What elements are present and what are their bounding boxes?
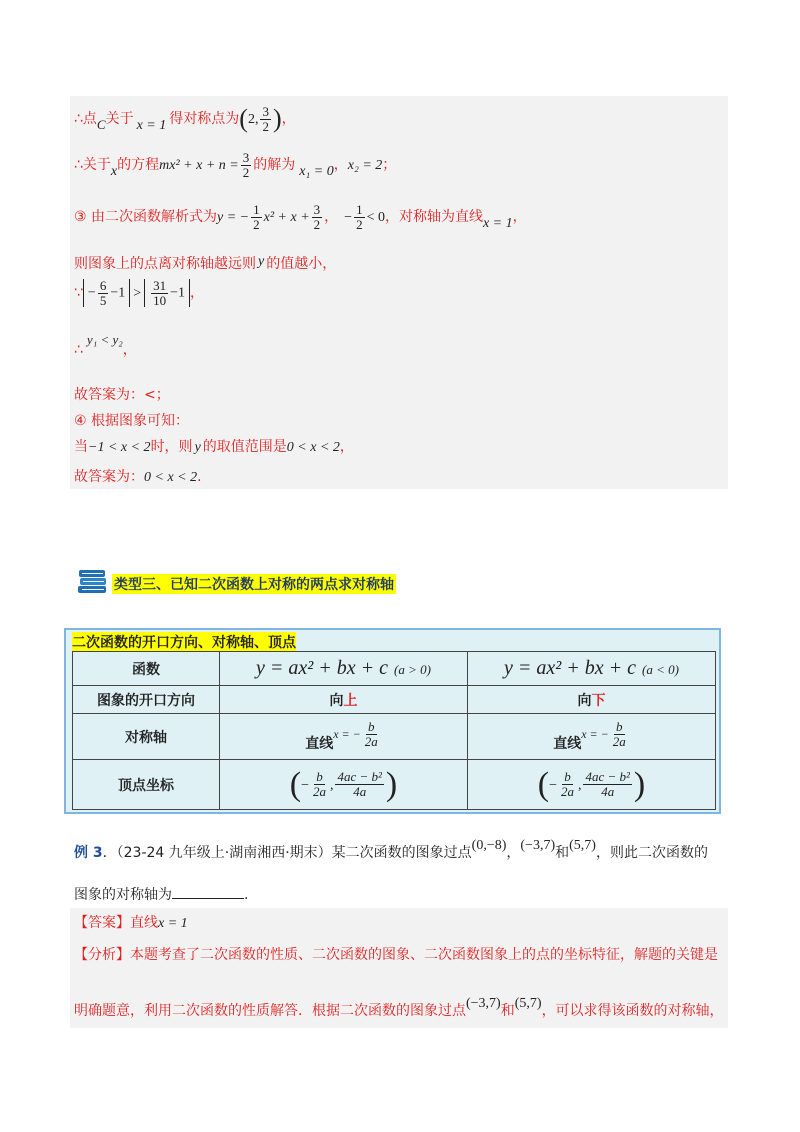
answer-text: 直线 [130,915,158,931]
answer-label: 【答案】 [74,915,130,931]
text: ，对称轴为直线 [384,209,483,226]
math-x2: x₂ = 2 [347,158,383,174]
math: x² + x + [263,210,310,226]
fraction: $\frac{1}{2}$ [356,202,363,232]
knowledge-box [64,628,721,814]
math-range: 0 < x < 2 [144,470,198,485]
math-point: (5,7) [569,838,596,853]
text: . [197,469,202,485]
math: − [344,210,353,226]
row-label: 函数 [73,652,220,686]
text: 得对称点为 [169,111,240,127]
text: 的取值范围是 [202,439,287,455]
solution-line-7: 故答案为：<； [74,387,170,403]
solution-line-1: ∴点C关于 x = 1 得对称点为(2, $\frac{3}{2}$ )， [74,103,296,134]
text: ， [512,209,527,226]
math: < 0 [366,210,385,226]
solution-box [70,96,728,489]
analysis-text: 本题考查了二次函数的性质、二次函数的图象、二次函数图象上的点的坐标特征，解题的关键是 [130,947,718,963]
text: ． [102,845,117,861]
text: ，则此二次函数的 [595,845,708,861]
text: 关于 [105,111,134,127]
section-title: 类型三、已知二次函数上对称的两点求对称轴 [112,574,396,594]
solution-line-5 [74,279,204,307]
text: ， [506,845,521,861]
text: ； [382,157,397,174]
cell-func-pos: y = ax² + bx + c (a > 0) [220,652,468,686]
table-row [73,714,716,760]
table-row [73,760,716,810]
math-equation: mx² + x + n = [159,158,239,174]
cell-vertex-pos: (− $\frac{b}{2a}$ , $\frac{\text{4ac − b²}}{4a}$ ) [220,760,468,810]
text: ， [324,209,339,226]
math-range: −1 < x < 2 [88,440,151,455]
math-x1: x₁ = 0 [299,164,334,180]
text: ， [122,342,137,358]
text: ， [281,111,296,127]
table-row [73,686,716,714]
solution-line-4 [74,253,336,273]
solution-line-3 [74,203,527,232]
solution-line-10 [74,466,202,486]
text: ， [339,439,354,455]
solution-line-9 [74,436,354,456]
properties-table [72,651,716,810]
books-icon [76,566,108,596]
text: ， [333,157,348,174]
text: ∵ [74,285,83,302]
analysis-text: 明确题意，利用二次函数的性质解答．根据二次函数的图象过点 [74,1003,466,1019]
math-y: y [194,440,201,455]
text: 和 [555,845,570,861]
text: ③ 由二次函数解析式为 [74,209,218,226]
example-line-1 [74,838,708,862]
example-line-2 [74,884,248,904]
analysis-line-2 [74,996,724,1020]
row-label: 顶点坐标 [73,760,220,810]
text: 时，则 [150,439,193,455]
text: ∴关于 [74,157,111,174]
text: （23-24 九年级上·湖南湘西·期末）某二次函数的图象过点 [116,845,472,861]
fraction: $\frac{3}{2}$ [313,202,321,232]
row-label: 图象的开口方向 [73,686,220,714]
text: 当 [74,439,88,455]
analysis-label: 【分析】 [74,947,130,963]
cell-axis-neg: 直线x = − $\frac{b}{2a}$ [468,714,716,760]
row-label: 对称轴 [73,714,220,760]
math-answer: x = 1 [158,916,188,931]
cell-vertex-neg: (− $\frac{b}{2a}$ , $\frac{\text{4ac − b²}}{4a}$ ) [468,760,716,810]
text: ， [190,285,205,302]
math-point: (0,−8) [471,838,507,853]
math-y: y [258,254,265,269]
math: > [133,286,142,302]
cell-open-down: 向下 [468,686,716,714]
fraction: $\frac{3}{2}$ [262,103,269,134]
text: 的解为 [253,157,296,174]
math-point: (−3,7) [520,838,556,853]
math-range: 0 < x < 2 [286,440,340,455]
answer-blank [172,886,244,899]
text: 的方程 [117,157,160,174]
cell-axis-pos: 直线x = − $\frac{b}{2a}$ [220,714,468,760]
solution-line-6 [74,332,137,359]
math-cond: x = 1 [136,118,167,133]
text: ∴点 [74,111,97,127]
solution-line-8: ④ 根据图象可知： [74,413,190,429]
answer-line [74,912,188,932]
text: . [244,887,249,903]
table-title: 二次函数的开口方向、对称轴、顶点 [72,632,296,652]
math-point: 2, [247,112,259,127]
math-C: C [96,117,106,132]
math: y = − [217,210,250,226]
text: 图象的对称轴为 [74,887,172,903]
fraction: $\frac{3}{2}$ [242,150,250,180]
math-x: x [110,164,118,180]
table-row [73,652,716,686]
cell-open-up: 向上 [220,686,468,714]
math-ineq: y₁ < y₂ [86,332,123,347]
section-heading [76,566,416,598]
text: 和 [500,1003,515,1019]
text: 故答案为： [74,469,144,485]
example-label: 例 3 [74,845,103,861]
fraction: $\frac{1}{2}$ [253,202,260,232]
cell-func-neg: y = ax² + bx + c (a < 0) [468,652,716,686]
abs-right: $\frac{31}{10}$ −1 [144,279,190,307]
solution-line-2 [74,151,396,180]
text: ∴ [74,342,83,358]
math-point: (−3,7) [466,996,501,1011]
math-axis: x = 1 [482,216,513,232]
text: 则图象上的点离对称轴越远则 [74,256,256,272]
text: 的值越小， [266,256,337,272]
abs-left: − $\frac{6}{5}$ −1 [83,279,130,307]
analysis-text: ，可以求得该函数的对称轴， [541,1003,724,1019]
analysis-line-1 [74,944,718,964]
math-point: (5,7) [514,996,542,1011]
